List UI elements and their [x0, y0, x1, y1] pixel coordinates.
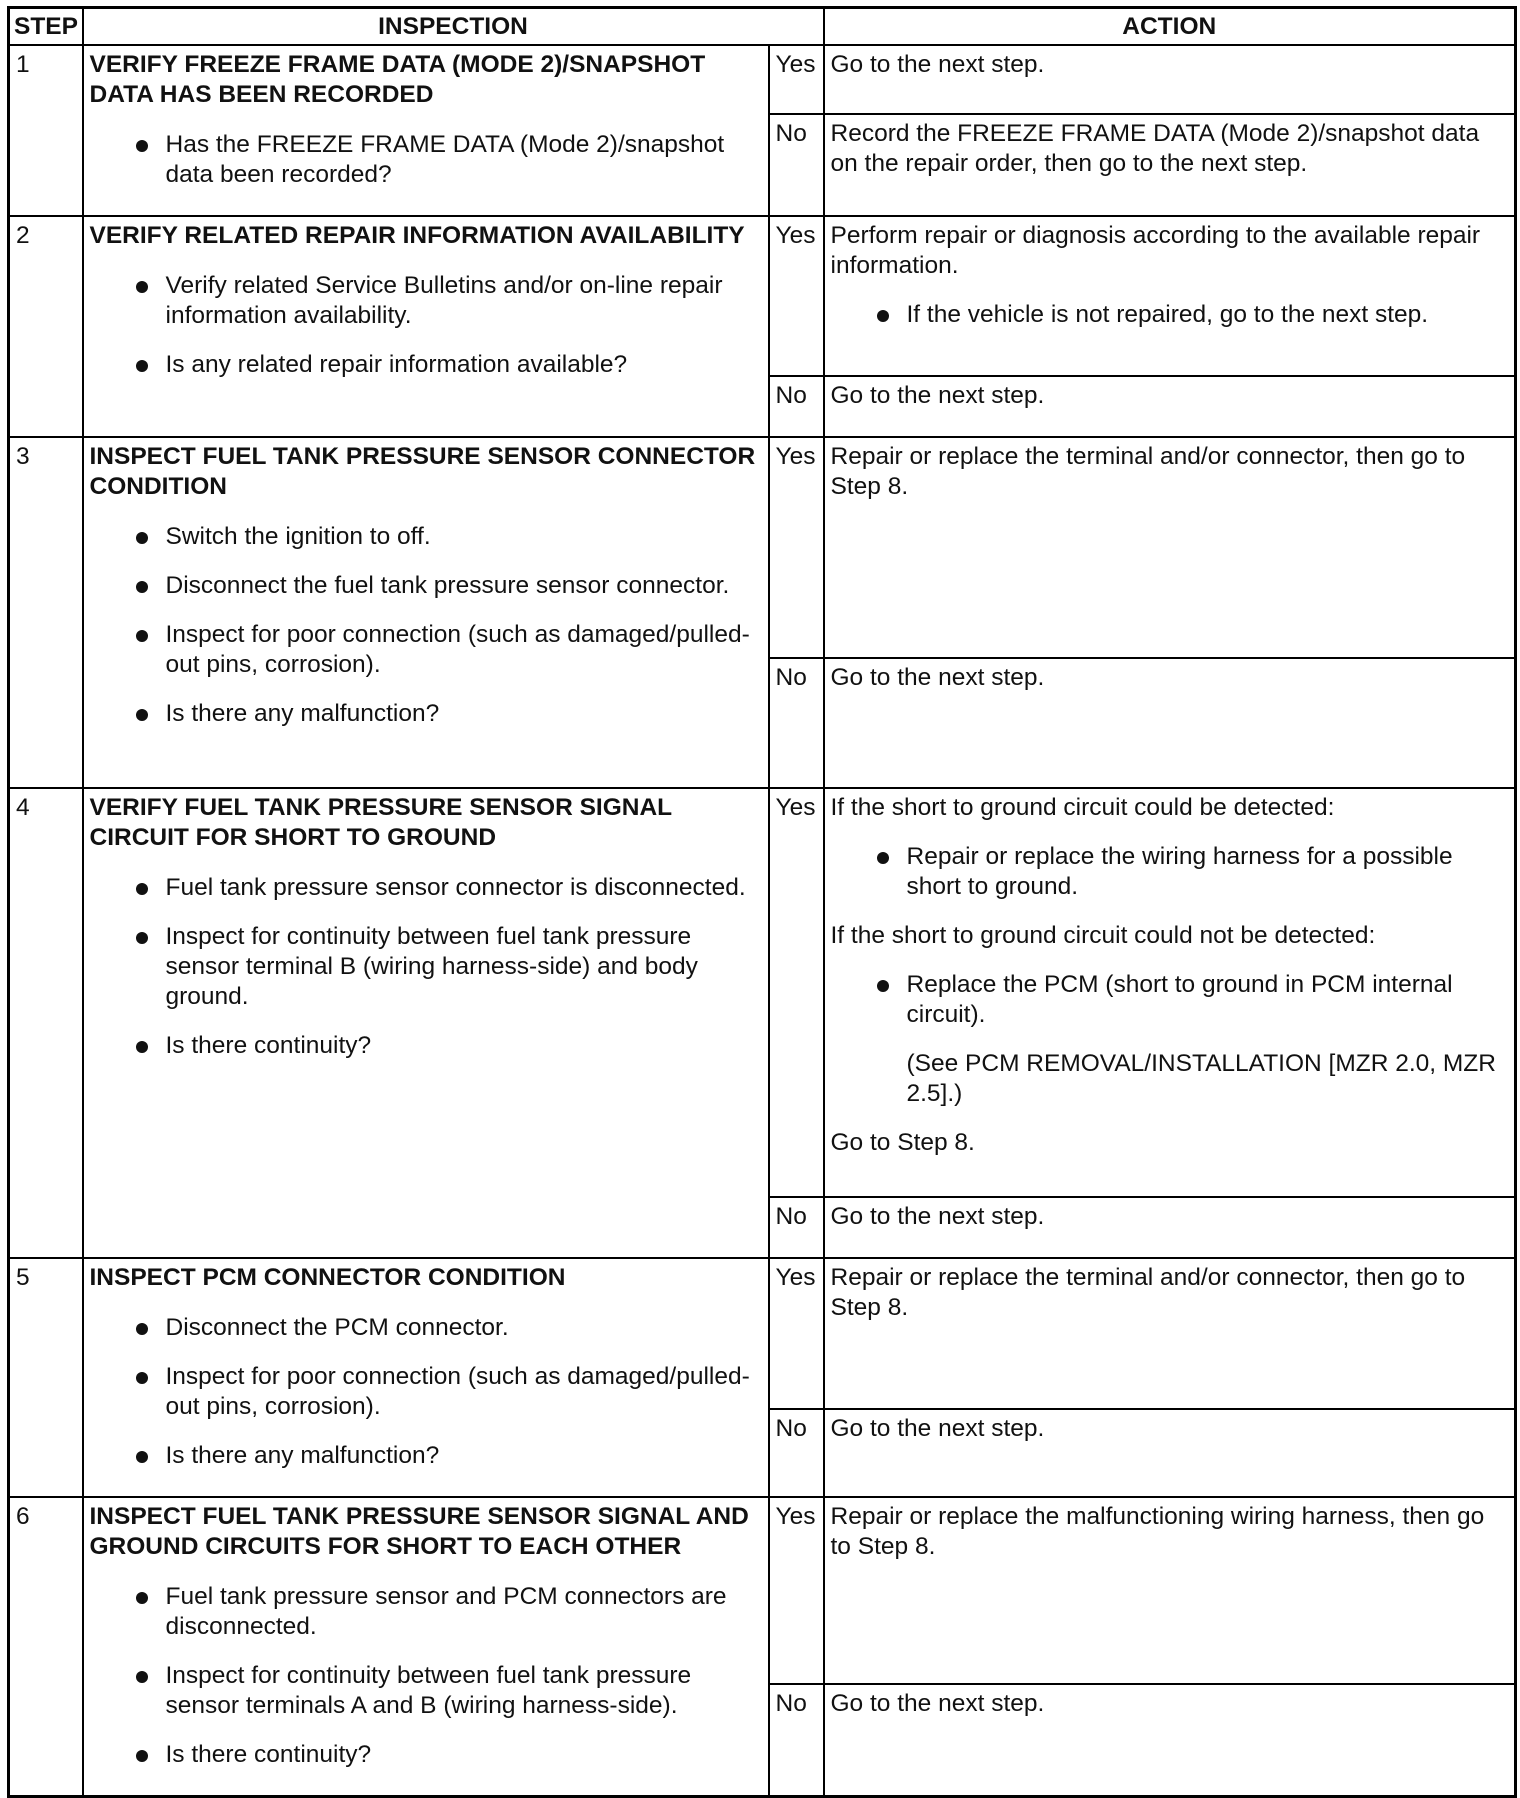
step-number: 1 [9, 45, 83, 216]
header-step: STEP [9, 8, 83, 46]
step-3-yes-action [824, 437, 1516, 658]
action-text: If the short to ground circuit could not be detected: [830, 922, 1376, 949]
bullet-item: If the vehicle is not repaired, go to the next step. [907, 300, 1509, 330]
yes-label: Yes [769, 788, 824, 1197]
action-text: Go to the next step. [830, 1690, 1045, 1717]
reference-note: (See PCM REMOVAL/INSTALLATION [MZR 2.0, MZR 2.5].) [906, 1050, 1496, 1107]
yes-label: Yes [769, 437, 824, 658]
bullet-item: Is any related repair information available? [166, 350, 762, 380]
bullet-item: Repair or replace the wiring harness for a possible short to ground. [907, 842, 1509, 902]
no-label: No [769, 1684, 824, 1797]
step-2-yes-action [824, 216, 1516, 376]
step-4-inspection [83, 788, 769, 1258]
no-label: No [769, 114, 824, 216]
action-text: Repair or replace the malfunctioning wiring harness, then go to Step 8. [830, 1503, 1485, 1560]
action-text: Repair or replace the terminal and/or connector, then go to Step 8. [830, 443, 1466, 500]
bullet-item: Verify related Service Bulletins and/or on-line repair information availability. [166, 271, 762, 331]
step-3-inspection [83, 437, 769, 788]
bullet-item: Switch the ignition to off. [166, 522, 762, 552]
step-number: 6 [9, 1497, 83, 1797]
no-label: No [769, 376, 824, 437]
no-label: No [769, 1409, 824, 1497]
action-text: Go to Step 8. [830, 1129, 975, 1156]
step-4-yes-row [9, 788, 1516, 1197]
inspection-bullets [90, 873, 762, 1061]
header-inspection: INSPECTION [83, 8, 824, 46]
action-bullets [831, 970, 1509, 1030]
step-4-yes-action [824, 788, 1516, 1197]
action-text: Go to the next step. [830, 1203, 1045, 1230]
step-1-yes-action [824, 45, 1516, 114]
inspection-bullets [90, 271, 762, 380]
step-number: 5 [9, 1258, 83, 1497]
action-text: Repair or replace the terminal and/or connector, then go to Step 8. [830, 1264, 1466, 1321]
step-number: 3 [9, 437, 83, 788]
step-5-inspection [83, 1258, 769, 1497]
step-2-no-action [824, 376, 1516, 437]
inspection-bullets [90, 1313, 762, 1471]
diagnostic-table [7, 6, 1517, 1798]
step-2-inspection [83, 216, 769, 437]
step-title: VERIFY RELATED REPAIR INFORMATION AVAILABILITY [89, 222, 745, 249]
action-text: Go to the next step. [830, 1414, 1045, 1442]
step-1-no-action [824, 114, 1516, 216]
bullet-item: Inspect for continuity between fuel tank pressure sensor terminals A and B (wiring harness-side). [166, 1661, 762, 1721]
bullet-item: Disconnect the fuel tank pressure sensor connector. [166, 571, 762, 601]
step-title: INSPECT PCM CONNECTOR CONDITION [89, 1264, 566, 1291]
step-title: VERIFY FREEZE FRAME DATA (MODE 2)/SNAPSHOT DATA HAS BEEN RECORDED [89, 51, 706, 108]
action-text: Go to the next step. [830, 382, 1045, 409]
step-3-yes-row [9, 437, 1516, 658]
inspection-bullets [90, 1582, 762, 1770]
action-text: If the short to ground circuit could be detected: [830, 794, 1335, 821]
yes-label: Yes [769, 1497, 824, 1684]
step-5-no-action [824, 1409, 1516, 1497]
bullet-item: Disconnect the PCM connector. [166, 1313, 762, 1343]
step-6-yes-row [9, 1497, 1516, 1684]
action-text: Perform repair or diagnosis according to the available repair information. [830, 222, 1481, 279]
step-number: 2 [9, 216, 83, 437]
step-4-no-action [824, 1197, 1516, 1258]
bullet-item: Inspect for poor connection (such as damaged/pulled-out pins, corrosion). [166, 1362, 762, 1422]
step-number: 4 [9, 788, 83, 1258]
inspection-bullets [90, 522, 762, 729]
step-6-inspection [83, 1497, 769, 1797]
action-bullets [831, 300, 1509, 330]
step-5-yes-action [824, 1258, 1516, 1409]
inspection-bullets [90, 130, 762, 190]
bullet-item: Is there continuity? [166, 1031, 762, 1061]
action-text: Record the FREEZE FRAME DATA (Mode 2)/snapshot data on the repair order, then go to the next step. [830, 119, 1480, 177]
action-text: Go to the next step. [830, 51, 1045, 78]
step-2-yes-row [9, 216, 1516, 376]
bullet-item: Inspect for continuity between fuel tank pressure sensor terminal B (wiring harness-side) and body ground. [166, 922, 762, 1012]
step-6-yes-action [824, 1497, 1516, 1684]
step-6-no-action [824, 1684, 1516, 1797]
step-1-inspection [83, 45, 769, 216]
header-row [9, 8, 1516, 46]
bullet-item: Fuel tank pressure sensor and PCM connectors are disconnected. [166, 1582, 762, 1642]
bullet-item: Is there continuity? [166, 1740, 762, 1770]
header-action: ACTION [824, 8, 1516, 46]
bullet-item: Replace the PCM (short to ground in PCM internal circuit). [907, 970, 1509, 1030]
action-bullets [831, 842, 1509, 902]
bullet-item: Is there any malfunction? [166, 1441, 762, 1471]
no-label: No [769, 658, 824, 788]
no-label: No [769, 1197, 824, 1258]
step-title: VERIFY FUEL TANK PRESSURE SENSOR SIGNAL CIRCUIT FOR SHORT TO GROUND [89, 794, 672, 851]
yes-label: Yes [769, 1258, 824, 1409]
bullet-item: Has the FREEZE FRAME DATA (Mode 2)/snapshot data been recorded? [166, 130, 762, 190]
yes-label: Yes [769, 216, 824, 376]
step-5-yes-row [9, 1258, 1516, 1409]
bullet-item: Is there any malfunction? [166, 699, 762, 729]
yes-label: Yes [769, 45, 824, 114]
step-3-no-action [824, 658, 1516, 788]
step-title: INSPECT FUEL TANK PRESSURE SENSOR SIGNAL AND GROUND CIRCUITS FOR SHORT TO EACH OTHER [89, 1503, 749, 1560]
step-1-yes-row [9, 45, 1516, 114]
bullet-item: Fuel tank pressure sensor connector is disconnected. [166, 873, 762, 903]
step-title: INSPECT FUEL TANK PRESSURE SENSOR CONNECTOR CONDITION [89, 443, 756, 500]
bullet-item: Inspect for poor connection (such as damaged/pulled-out pins, corrosion). [166, 620, 762, 680]
action-text: Go to the next step. [830, 664, 1045, 691]
